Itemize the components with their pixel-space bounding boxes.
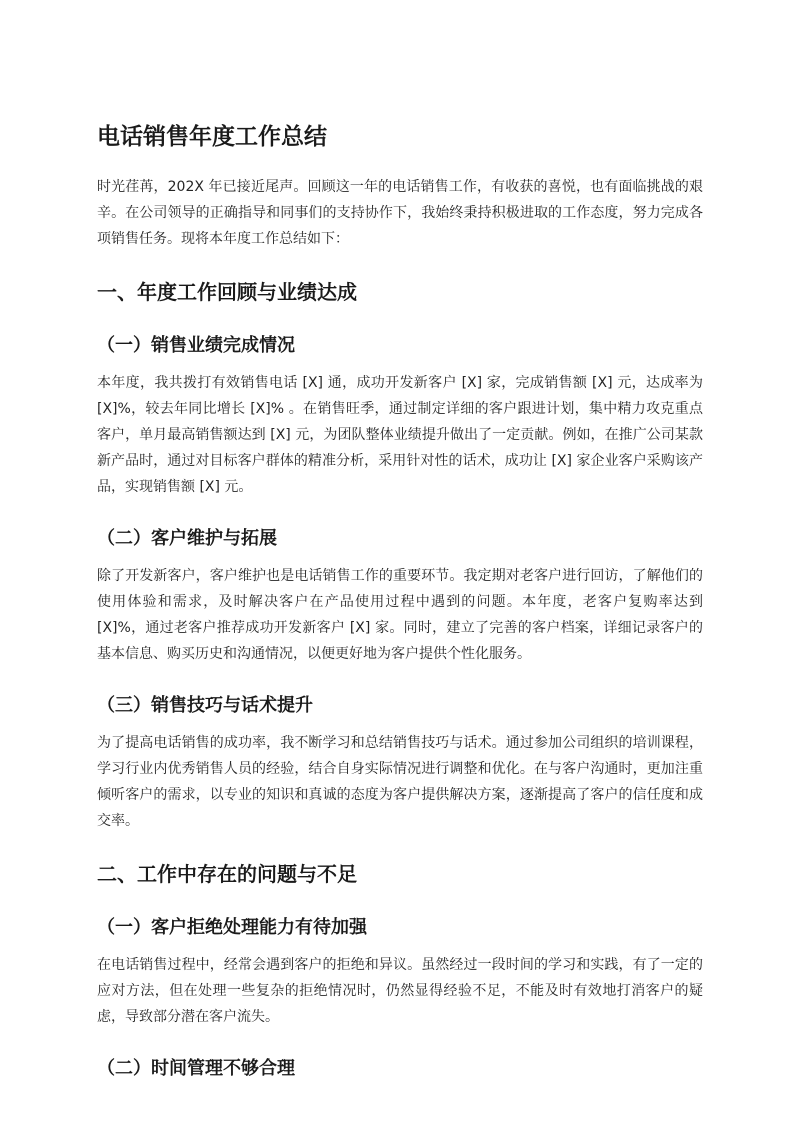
subsection-heading-wrap	[97, 524, 703, 554]
subsection-heading-wrap	[97, 1054, 703, 1084]
subsection-heading: （一）销售业绩完成情况	[97, 335, 295, 356]
subsection-heading: （二）时间管理不够合理	[97, 1058, 295, 1079]
section-heading-wrap	[97, 276, 703, 308]
subsection-paragraph: 除了开发新客户，客户维护也是电话销售工作的重要环节。我定期对老客户进行回访，了解他们的使用体验和需求，及时解决客户在产品使用过程中遇到的问题。本年度，老客户复购率达到 [X]%，通过老客户推荐成功开发新客户 [X] 家。同时，建立了完善的客户档案，详细记录客户的基本信息、购买历史和沟通情况，以便更好地为客户提供个性化服务。	[97, 568, 703, 662]
subsection-heading-wrap	[97, 913, 703, 943]
subsection-paragraph: 本年度，我共拨打有效销售电话 [X] 通，成功开发新客户 [X] 家，完成销售额 [X] 元，达成率为 [X]%，较去年同比增长 [X]% 。在销售旺季，通过制定详细的客户跟进计划，集中精力攻克重点客户，单月最高销售额达到 [X] 元，为团队整体业绩提升做出了一定贡献。例如，在推广公司某款新产品时，通过对目标客户群体的精准分析，采用针对性的话术，成功让 [X] 家企业客户采购该产品，实现销售额 [X] 元。	[97, 375, 703, 495]
section-heading: 一、年度工作回顾与业绩达成	[97, 280, 357, 304]
subsection-heading: （二）客户维护与拓展	[97, 528, 277, 549]
document-title: 电话销售年度工作总结	[97, 124, 327, 150]
section-heading: 二、工作中存在的问题与不足	[97, 862, 357, 886]
document-page	[97, 119, 703, 1093]
intro-paragraph: 时光荏苒，202X 年已接近尾声。回顾这一年的电话销售工作，有收获的喜悦，也有面临挑战的艰辛。在公司领导的正确指导和同事们的支持协作下，我始终秉持积极进取的工作态度，努力完成各项销售任务。现将本年度工作总结如下：	[97, 179, 703, 247]
section-heading-wrap	[97, 858, 703, 890]
subsection-heading-wrap	[97, 691, 703, 721]
subsection-heading: （一）客户拒绝处理能力有待加强	[97, 917, 367, 938]
subsection-heading-wrap	[97, 331, 703, 361]
subsection-heading: （三）销售技巧与话术提升	[97, 695, 313, 716]
subsection-paragraph: 在电话销售过程中，经常会遇到客户的拒绝和异议。虽然经过一段时间的学习和实践，有了一定的应对方法，但在处理一些复杂的拒绝情况时，仍然显得经验不足，不能及时有效地打消客户的疑虑，导致部分潜在客户流失。	[97, 957, 703, 1025]
subsection-paragraph: 为了提高电话销售的成功率，我不断学习和总结销售技巧与话术。通过参加公司组织的培训课程，学习行业内优秀销售人员的经验，结合自身实际情况进行调整和优化。在与客户沟通时，更加注重倾听客户的需求，以专业的知识和真诚的态度为客户提供解决方案，逐渐提高了客户的信任度和成交率。	[97, 735, 703, 829]
